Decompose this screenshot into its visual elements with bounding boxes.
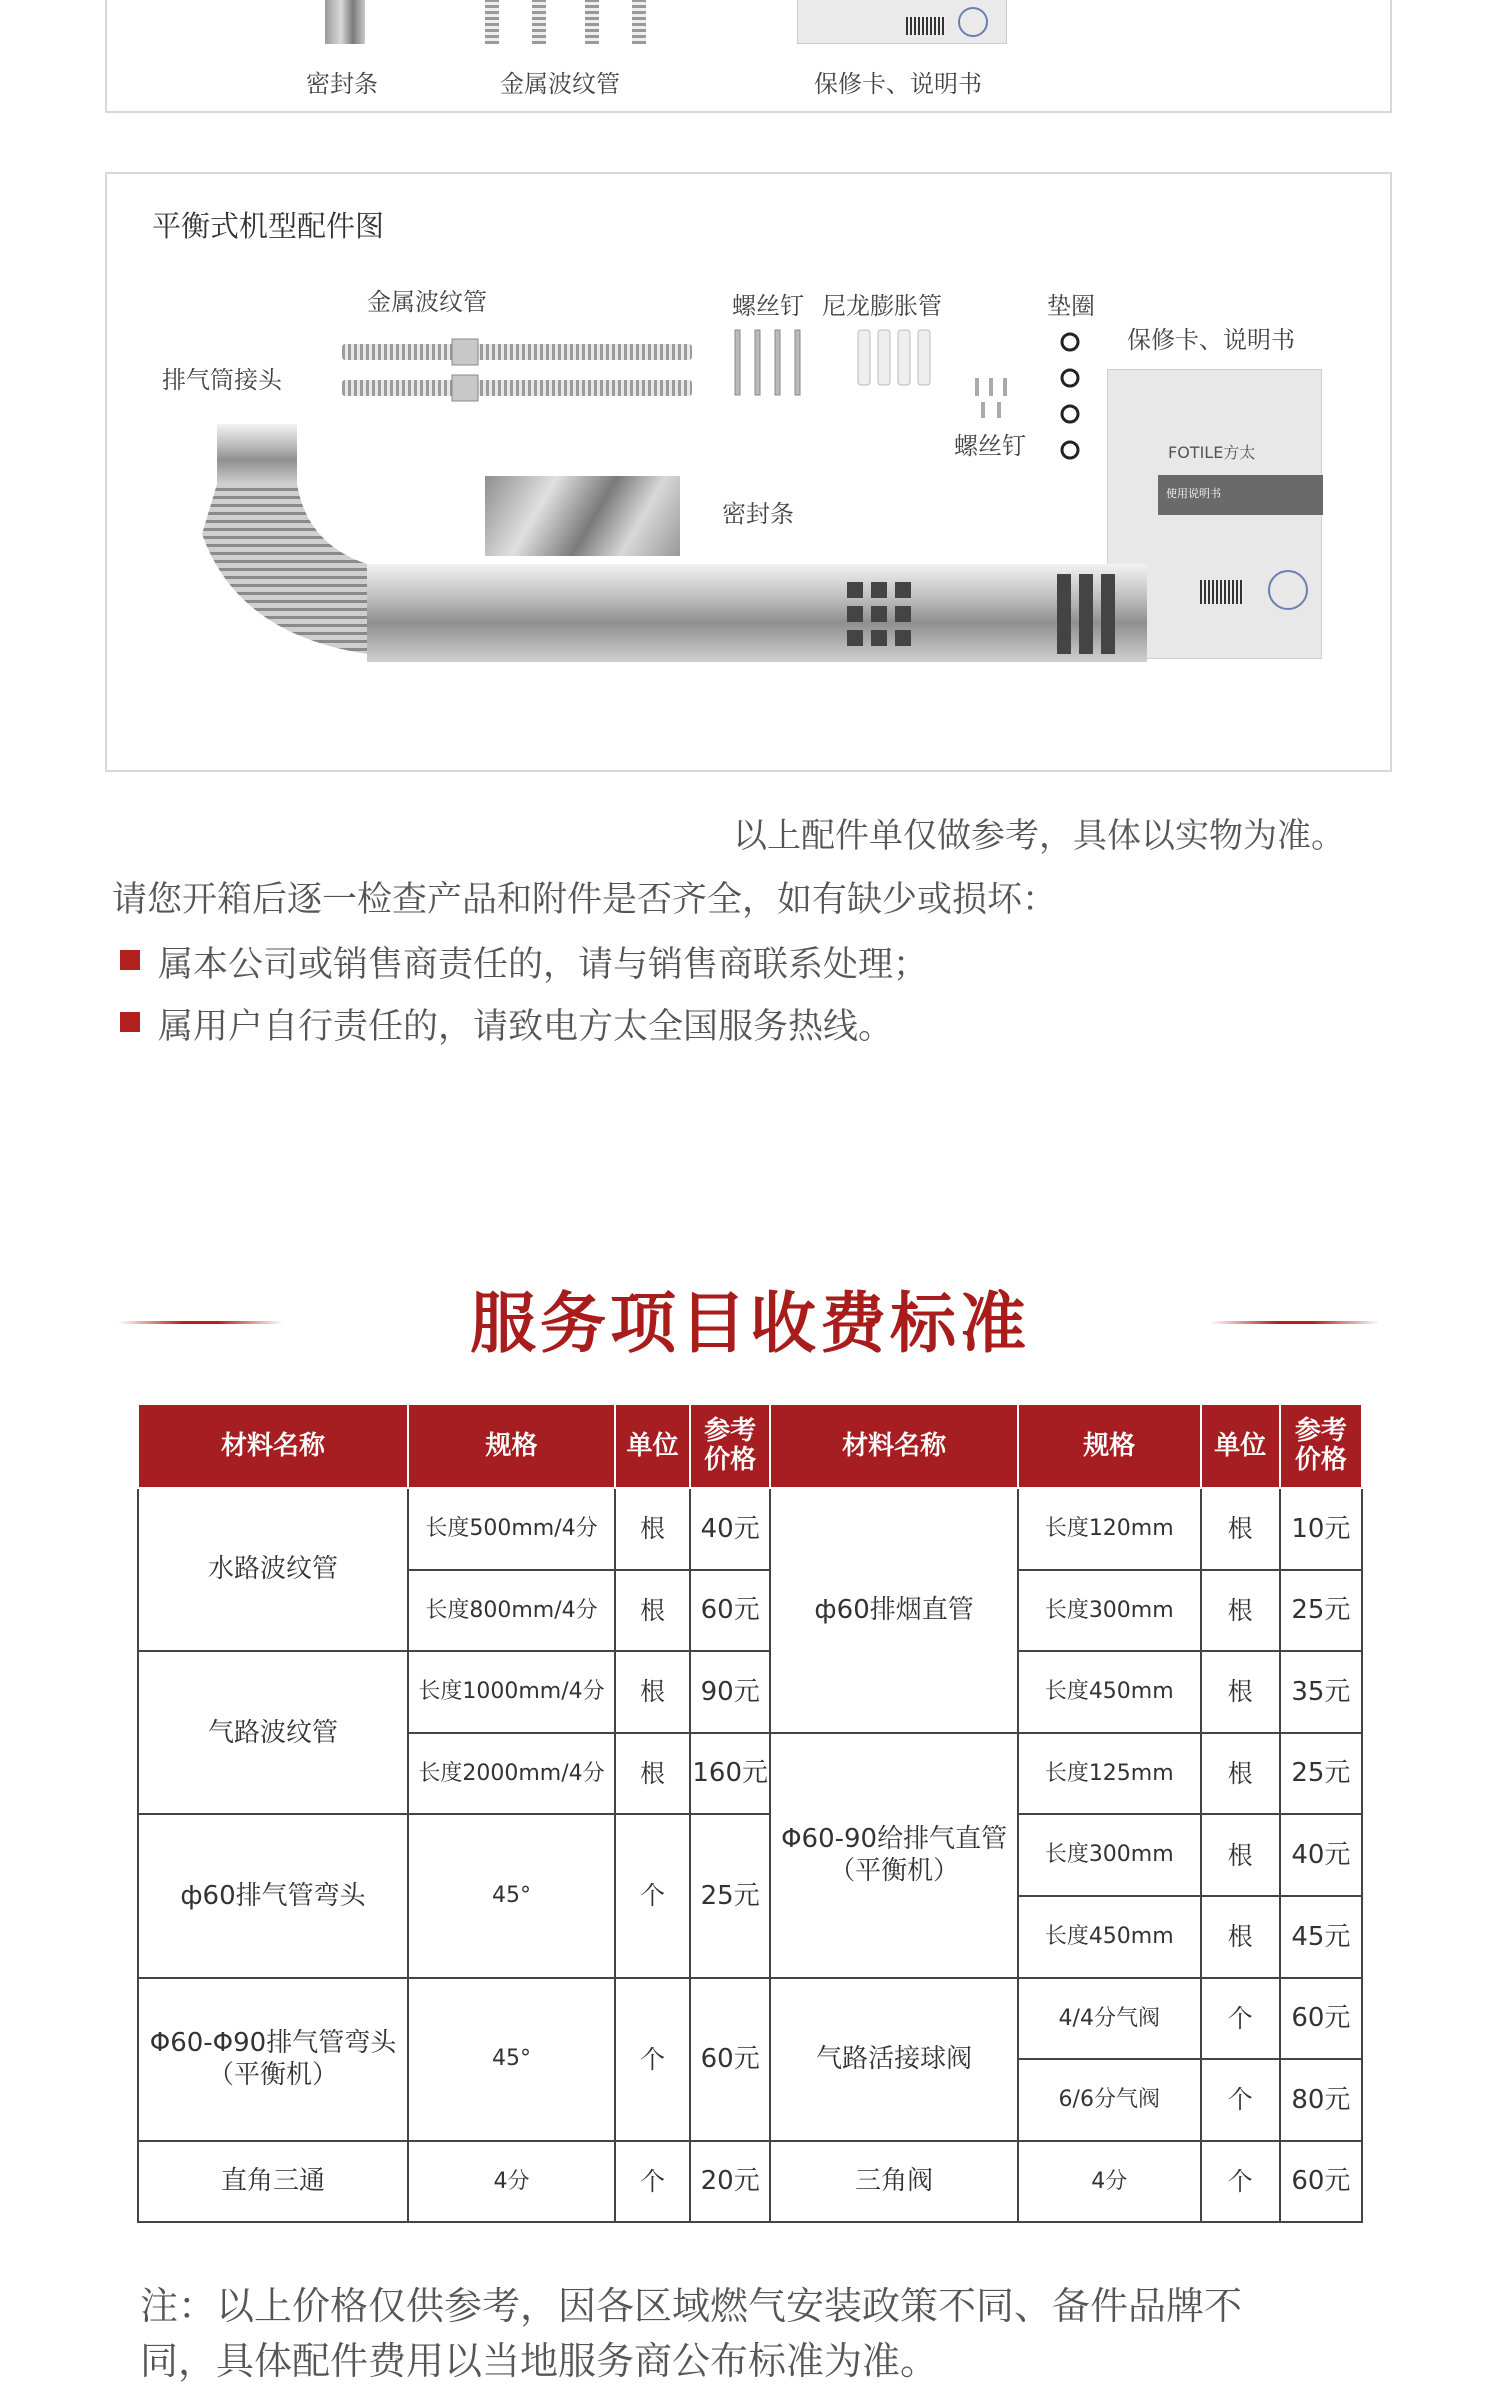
header-spec: 规格: [1018, 1404, 1201, 1488]
metal-hose-image: [342, 334, 702, 409]
price-cell: 80元: [1280, 2059, 1362, 2141]
exhaust-pipe-image: [157, 424, 1177, 684]
spec-cell: 长度120mm: [1018, 1488, 1201, 1570]
check-note: 请您开箱后逐一检查产品和附件是否齐全，如有缺少或损坏：: [112, 880, 1058, 920]
price-cell: 60元: [690, 1978, 770, 2141]
material-cell: 水路波纹管: [138, 1488, 408, 1651]
manual-title: 使用说明书: [1166, 487, 1221, 500]
header-material: 材料名称: [770, 1404, 1018, 1488]
metal-hose-image: [485, 0, 499, 44]
spec-cell: 长度300mm: [1018, 1814, 1201, 1896]
material-cell: Φ60-90给排气直管（平衡机）: [770, 1733, 1018, 1978]
accessories-box-standard: [105, 0, 1392, 113]
nylon-anchor-label: 尼龙膨胀管: [822, 292, 942, 320]
bullet-note-2: 属用户自行责任的，请致电方太全国服务热线。: [158, 1007, 894, 1047]
manual-image: [797, 0, 1007, 44]
price-cell: 60元: [1280, 2141, 1362, 2223]
material-cell: ф60排气管弯头: [138, 1814, 408, 1977]
screws-image: [727, 324, 817, 404]
price-cell: 90元: [690, 1651, 770, 1733]
price-cell: 25元: [690, 1814, 770, 1977]
unit-cell: 根: [615, 1570, 690, 1652]
spec-cell: 长度500mm/4分: [408, 1488, 615, 1570]
header-material: 材料名称: [138, 1404, 408, 1488]
unit-cell: 根: [615, 1733, 690, 1815]
washer-label: 垫圈: [1047, 292, 1095, 320]
metal-hose-image: [585, 0, 599, 44]
unit-cell: 根: [1201, 1896, 1280, 1978]
unit-cell: 个: [615, 1978, 690, 2141]
warranty-label: 保修卡、说明书: [814, 70, 982, 98]
unit-cell: 根: [1201, 1814, 1280, 1896]
table-row: [138, 1651, 1362, 1733]
price-cell: 35元: [1280, 1651, 1362, 1733]
metal-hose-label: 金属波纹管: [367, 288, 487, 316]
bullet-marker: [120, 950, 140, 970]
spec-cell: 长度1000mm/4分: [408, 1651, 615, 1733]
header-unit: 单位: [615, 1404, 690, 1488]
price-cell: 45元: [1280, 1896, 1362, 1978]
table-row: [138, 1814, 1362, 1896]
price-cell: 60元: [1280, 1978, 1362, 2060]
spec-cell: 4分: [408, 2141, 615, 2223]
seal-strip-label: 密封条: [722, 500, 794, 528]
price-cell: 25元: [1280, 1733, 1362, 1815]
header-spec: 规格: [408, 1404, 615, 1488]
exhaust-joint-label: 排气筒接头: [162, 366, 282, 394]
header-unit: 单位: [1201, 1404, 1280, 1488]
metal-hose-image: [632, 0, 646, 44]
price-cell: 60元: [690, 1570, 770, 1652]
spec-cell: 45°: [408, 1978, 615, 2141]
unit-cell: 根: [1201, 1733, 1280, 1815]
unit-cell: 个: [1201, 1978, 1280, 2060]
small-screws-image: [967, 374, 1027, 424]
table-row: [138, 1978, 1362, 2060]
unit-cell: 根: [615, 1651, 690, 1733]
bullet-marker: [120, 1012, 140, 1032]
footnote-continued: 同，具体配件费用以当地服务商公布标准为准。: [140, 2339, 939, 2383]
unit-cell: 个: [1201, 2141, 1280, 2223]
material-cell: 气路波纹管: [138, 1651, 408, 1814]
price-cell: 20元: [690, 2141, 770, 2223]
table-row: [138, 1488, 1362, 1570]
material-cell: 三角阀: [770, 2141, 1018, 2223]
price-cell: 40元: [690, 1488, 770, 1570]
screws-label: 螺丝钉: [732, 292, 804, 320]
manual-brand: FOTILE方太: [1168, 443, 1256, 462]
spec-cell: 长度800mm/4分: [408, 1570, 615, 1652]
spec-cell: 长度125mm: [1018, 1733, 1201, 1815]
price-cell: 25元: [1280, 1570, 1362, 1652]
price-cell: 10元: [1280, 1488, 1362, 1570]
table-row: [138, 2141, 1362, 2223]
nylon-anchor-image: [852, 324, 942, 394]
section-title: 服务项目收费标准: [470, 1285, 1030, 1362]
spec-cell: 长度300mm: [1018, 1570, 1201, 1652]
spec-cell: 长度450mm: [1018, 1896, 1201, 1978]
unit-cell: 根: [615, 1488, 690, 1570]
spec-cell: 长度2000mm/4分: [408, 1733, 615, 1815]
seal-strip-label: 密封条: [306, 70, 378, 98]
reference-note: 以上配件单仅做参考，具体以实物为准。: [733, 816, 1345, 856]
spec-cell: 4/4分气阀: [1018, 1978, 1201, 2060]
spec-cell: 45°: [408, 1814, 615, 1977]
price-table: [137, 1403, 1363, 2223]
unit-cell: 根: [1201, 1651, 1280, 1733]
seal-strip-image: [325, 0, 365, 44]
accessories-box-balanced: [105, 172, 1392, 772]
material-cell: 气路活接球阀: [770, 1978, 1018, 2141]
unit-cell: 个: [615, 2141, 690, 2223]
material-text: Φ60-Φ90排气管弯头（平衡机）: [149, 2027, 397, 2091]
header-price-text: 参考价格: [1294, 1416, 1347, 1475]
header-price: [690, 1404, 770, 1488]
unit-cell: 根: [1201, 1488, 1280, 1570]
footnote: 注：以上价格仅供参考，因各区域燃气安装政策不同、备件品牌不: [140, 2284, 1243, 2328]
spec-cell: 长度450mm: [1018, 1651, 1201, 1733]
table-header-row: [138, 1404, 1362, 1488]
bullet-note-1: 属本公司或销售商责任的，请与销售商联系处理；: [158, 945, 929, 985]
header-price: [1280, 1404, 1362, 1488]
price-cell: 40元: [1280, 1814, 1362, 1896]
unit-cell: 个: [1201, 2059, 1280, 2141]
material-cell: 直角三通: [138, 2141, 408, 2223]
metal-hose-image: [532, 0, 546, 44]
spec-cell: 6/6分气阀: [1018, 2059, 1201, 2141]
price-cell: 160元: [690, 1733, 770, 1815]
material-cell: ф60排烟直管: [770, 1488, 1018, 1733]
metal-hose-label: 金属波纹管: [500, 70, 620, 98]
spec-cell: 4分: [1018, 2141, 1201, 2223]
unit-cell: 根: [1201, 1570, 1280, 1652]
material-cell: [138, 1978, 408, 2141]
unit-cell: 个: [615, 1814, 690, 1977]
accessories-title: 平衡式机型配件图: [152, 209, 385, 243]
screws-label-2: 螺丝钉: [954, 432, 1026, 460]
header-price-text: 参考价格: [704, 1416, 757, 1475]
warranty-label: 保修卡、说明书: [1127, 326, 1295, 354]
